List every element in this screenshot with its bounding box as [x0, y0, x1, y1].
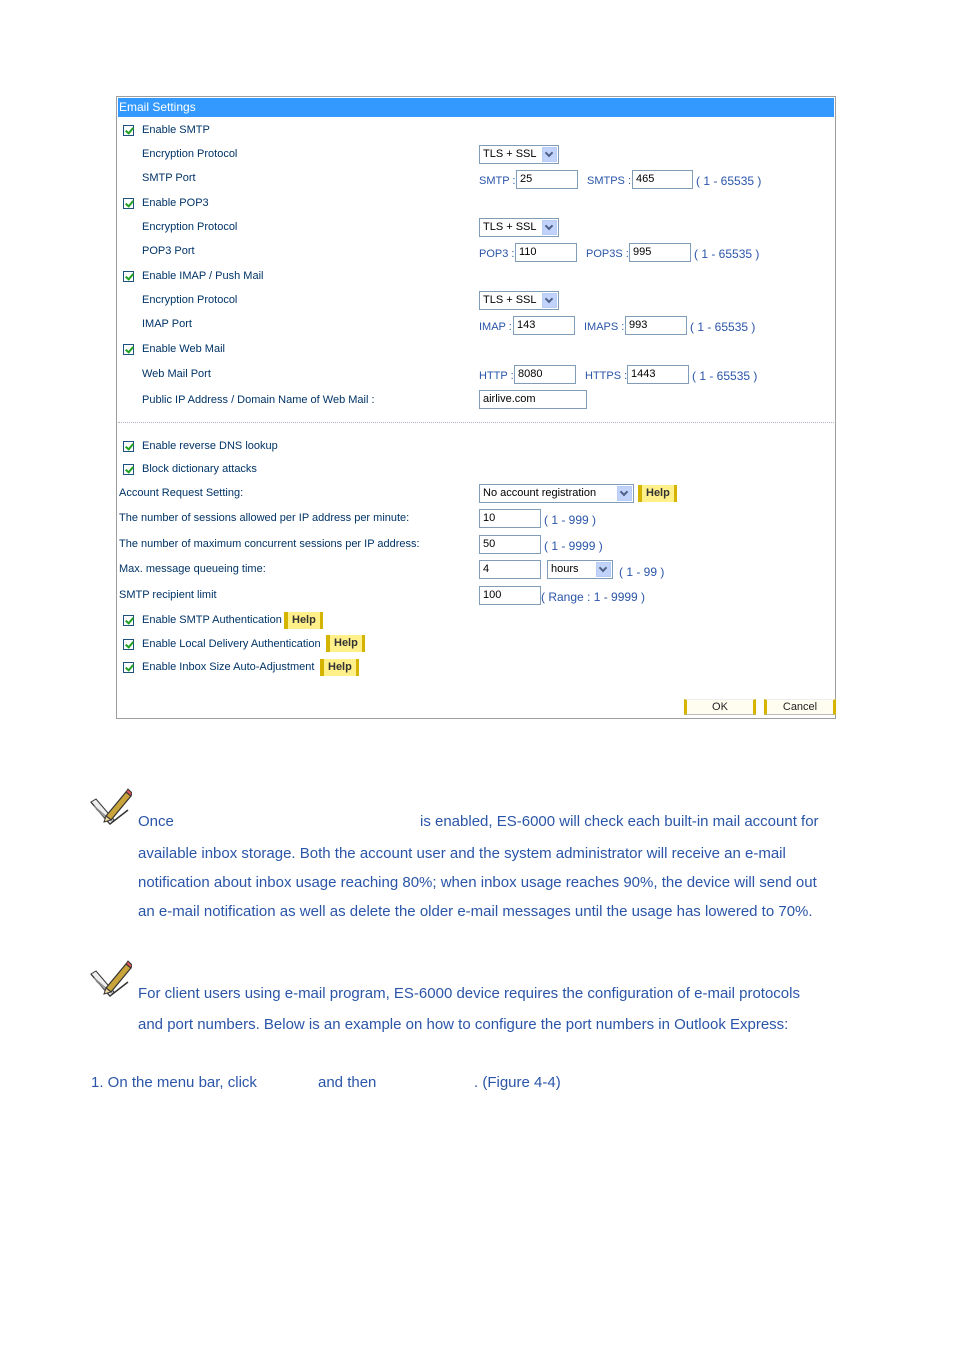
account-request-label: Account Request Setting: — [119, 487, 244, 499]
enable-pop3-label: Enable POP3 — [142, 197, 209, 209]
step1-text-middle: and then — [318, 1074, 377, 1091]
smtp-port-range: ( 1 - 65535 ) — [696, 174, 762, 188]
reverse-dns-label: Enable reverse DNS lookup — [142, 440, 278, 452]
imap-port-range: ( 1 - 65535 ) — [690, 320, 756, 334]
queue-time-range: ( 1 - 99 ) — [619, 565, 665, 579]
queue-time-unit-select[interactable]: hours — [547, 560, 613, 579]
queue-time-input[interactable]: 4 — [479, 560, 541, 579]
sessions-per-minute-input[interactable]: 10 — [479, 509, 541, 528]
recipient-limit-label: SMTP recipient limit — [119, 589, 217, 601]
note1-line2: available inbox storage. Both the account user and the system administrator will receive an e-mail — [138, 845, 786, 862]
pop3-encryption-label: Encryption Protocol — [142, 221, 238, 233]
pop3-port-prefix: POP3 : — [479, 248, 515, 260]
inbox-auto-adjust-label: Enable Inbox Size Auto-Adjustment — [142, 661, 315, 673]
block-dictionary-checkbox[interactable] — [123, 464, 134, 475]
pencil-note-icon — [88, 958, 132, 1000]
pop3-port-range: ( 1 - 65535 ) — [694, 247, 760, 261]
cancel-button[interactable]: Cancel — [764, 699, 836, 715]
inbox-auto-adjust-help-button[interactable]: Help — [320, 659, 359, 676]
note1-line4: an e-mail notification as well as delete the older e-mail messages until the usage has lowered to 70%. — [138, 903, 813, 920]
imaps-port-prefix: IMAPS : — [584, 321, 625, 333]
chevron-down-icon — [542, 220, 557, 235]
local-delivery-auth-label: Enable Local Delivery Authentication — [142, 638, 321, 650]
smtp-encryption-select[interactable]: TLS + SSL — [479, 145, 559, 164]
section-divider — [118, 422, 834, 423]
note2-line1: For client users using e-mail program, ES-6000 device requires the configuration of e-mail protocols — [138, 985, 800, 1002]
http-port-prefix: HTTP : — [479, 370, 514, 382]
smtp-auth-label: Enable SMTP Authentication — [142, 614, 282, 626]
imap-port-label: IMAP Port — [142, 318, 192, 330]
note1-line3: notification about inbox usage reaching 80%; when inbox usage reaches 90%, the device will send out — [138, 874, 817, 891]
note1-line1-end: is enabled, ES-6000 will check each built-in mail account for — [420, 813, 819, 830]
smtp-auth-checkbox[interactable] — [123, 615, 134, 626]
smtp-port-label: SMTP Port — [142, 172, 196, 184]
pop3-port-label: POP3 Port — [142, 245, 195, 257]
local-delivery-auth-help-button[interactable]: Help — [326, 635, 365, 652]
enable-smtp-checkbox[interactable] — [123, 125, 134, 136]
smtp-encryption-label: Encryption Protocol — [142, 148, 238, 160]
webmail-port-label: Web Mail Port — [142, 368, 211, 380]
block-dictionary-label: Block dictionary attacks — [142, 463, 257, 475]
account-request-select[interactable]: No account registration — [479, 484, 634, 503]
chevron-down-icon — [596, 562, 611, 577]
chevron-down-icon — [542, 147, 557, 162]
imap-port-input[interactable]: 143 — [513, 316, 575, 335]
smtp-port-input[interactable]: 25 — [516, 170, 578, 189]
local-delivery-auth-checkbox[interactable] — [123, 639, 134, 650]
imaps-port-input[interactable]: 993 — [625, 316, 687, 335]
reverse-dns-checkbox[interactable] — [123, 441, 134, 452]
inbox-auto-adjust-checkbox[interactable] — [123, 662, 134, 673]
ok-button[interactable]: OK — [684, 699, 756, 715]
enable-smtp-label: Enable SMTP — [142, 124, 210, 136]
step1-text-end: . (Figure 4-4) — [474, 1074, 561, 1091]
imap-encryption-label: Encryption Protocol — [142, 294, 238, 306]
enable-imap-label: Enable IMAP / Push Mail — [142, 270, 264, 282]
smtp-port-prefix: SMTP : — [479, 175, 516, 187]
https-port-prefix: HTTPS : — [585, 370, 628, 382]
imap-port-prefix: IMAP : — [479, 321, 512, 333]
panel-title: Email Settings — [118, 98, 834, 117]
pencil-note-icon — [88, 786, 132, 828]
max-concurrent-input[interactable]: 50 — [479, 535, 541, 554]
webmail-port-range: ( 1 - 65535 ) — [692, 369, 758, 383]
imap-encryption-select[interactable]: TLS + SSL — [479, 291, 559, 310]
enable-webmail-label: Enable Web Mail — [142, 343, 225, 355]
pop3-encryption-select[interactable]: TLS + SSL — [479, 218, 559, 237]
max-concurrent-label: The number of maximum concurrent sessions per IP address: — [119, 538, 420, 550]
note2-line2: and port numbers. Below is an example on how to configure the port numbers in Outlook Express: — [138, 1016, 789, 1033]
enable-webmail-checkbox[interactable] — [123, 344, 134, 355]
sessions-per-minute-label: The number of sessions allowed per IP address per minute: — [119, 512, 410, 524]
enable-pop3-checkbox[interactable] — [123, 198, 134, 209]
smtps-port-input[interactable]: 465 — [632, 170, 693, 189]
public-address-label: Public IP Address / Domain Name of Web Mail : — [142, 394, 375, 406]
smtp-auth-help-button[interactable]: Help — [284, 612, 323, 629]
queue-time-label: Max. message queueing time: — [119, 563, 266, 575]
chevron-down-icon — [617, 486, 632, 501]
recipient-limit-range: ( Range : 1 - 9999 ) — [541, 590, 646, 604]
pop3s-port-input[interactable]: 995 — [629, 243, 691, 262]
smtps-port-prefix: SMTPS : — [587, 175, 632, 187]
chevron-down-icon — [542, 293, 557, 308]
https-port-input[interactable]: 1443 — [627, 365, 689, 384]
enable-imap-checkbox[interactable] — [123, 271, 134, 282]
account-request-help-button[interactable]: Help — [638, 485, 677, 502]
http-port-input[interactable]: 8080 — [514, 365, 576, 384]
public-address-input[interactable]: airlive.com — [479, 390, 587, 409]
max-concurrent-range: ( 1 - 9999 ) — [544, 539, 603, 553]
note1-line1-start: Once — [138, 813, 174, 830]
pop3-port-input[interactable]: 110 — [515, 243, 577, 262]
recipient-limit-input[interactable]: 100 — [479, 586, 541, 605]
sessions-per-minute-range: ( 1 - 999 ) — [544, 513, 597, 527]
pop3s-port-prefix: POP3S : — [586, 248, 629, 260]
step1-text-start: 1. On the menu bar, click — [91, 1074, 257, 1091]
